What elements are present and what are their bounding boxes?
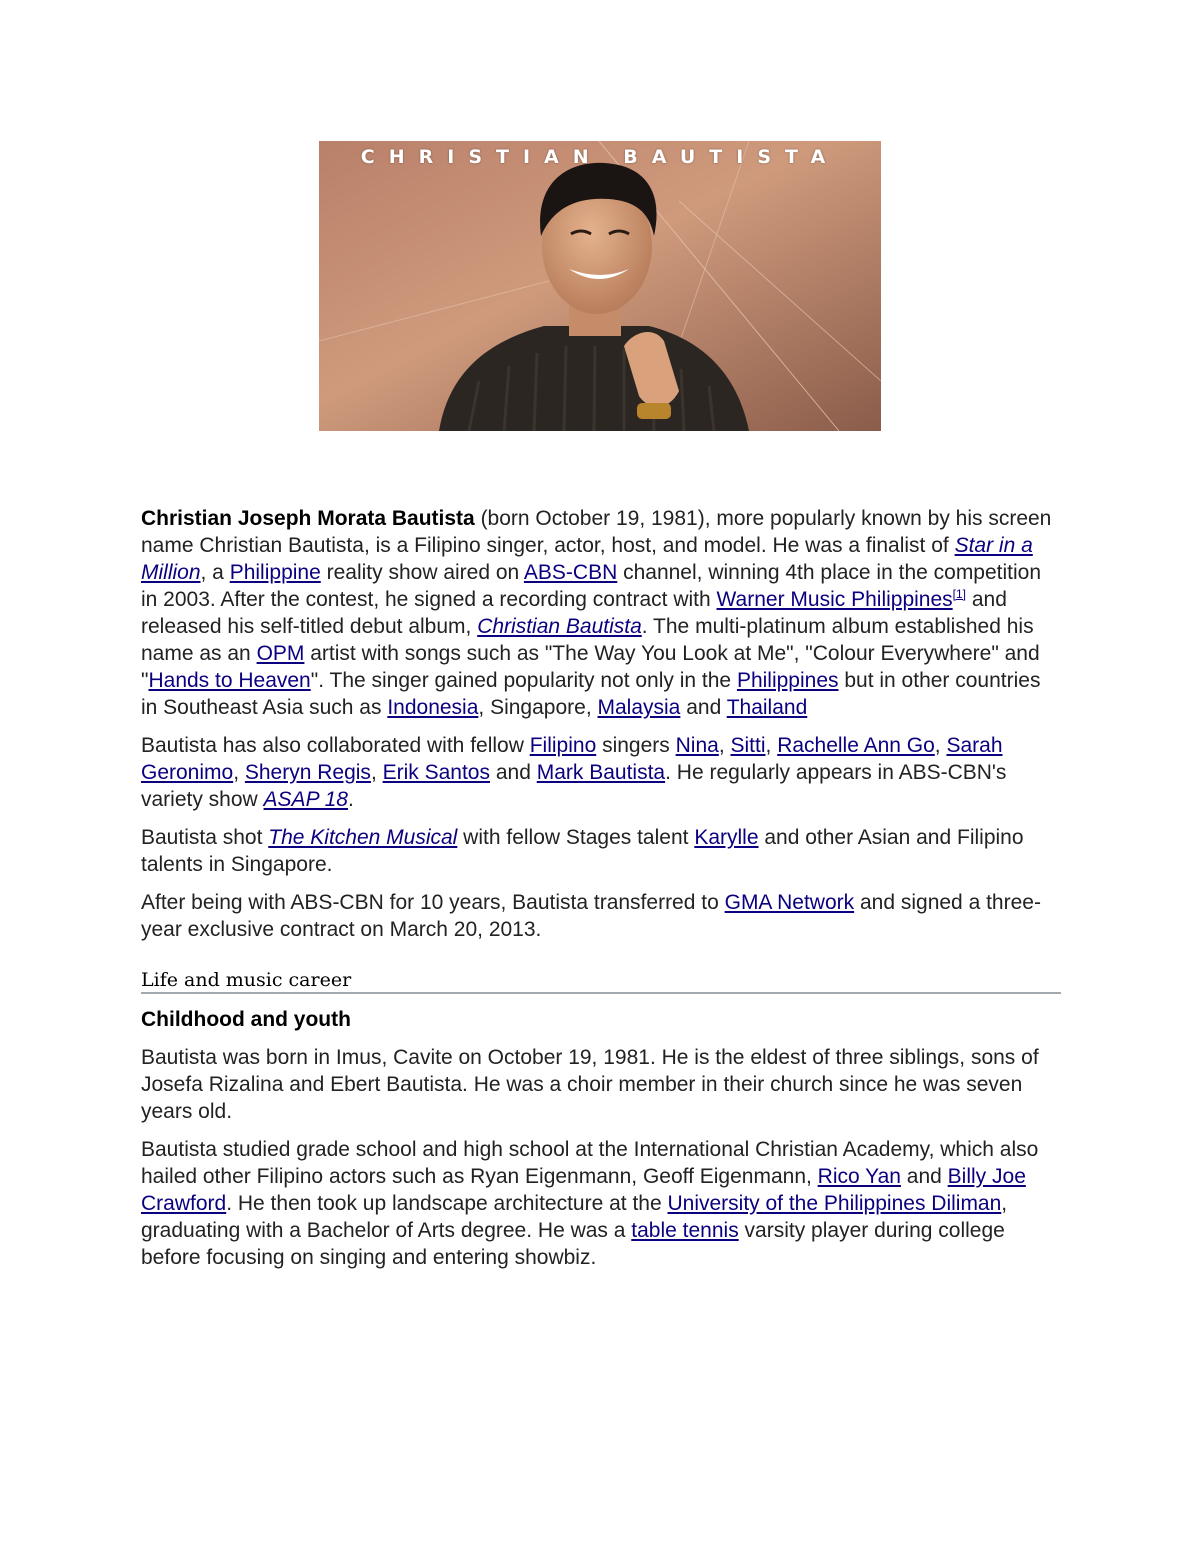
intro-paragraph — [141, 505, 1061, 721]
text-span: , — [934, 734, 947, 757]
text-span: and other Asian and Filipino talents in Singapore. — [141, 826, 1024, 876]
link-table-tennis[interactable]: table tennis — [631, 1219, 739, 1242]
text-span: . The multi-platinum album established his name as an — [141, 615, 1034, 665]
link-star-in-a-million[interactable]: Star in a Million — [141, 534, 1033, 584]
link-nina[interactable]: Nina — [675, 734, 719, 757]
portrait-illustration — [319, 141, 881, 431]
text-span: and signed a three-year exclusive contract on March 20, 2013. — [141, 891, 1041, 941]
link-university-of-the-philippines-diliman[interactable]: University of the Philippines Diliman — [667, 1192, 1002, 1215]
link-asap-18[interactable]: ASAP 18 — [263, 788, 348, 811]
text-span: Bautista was born in Imus, Cavite on October 19, 1981. He is the eldest of three siblings, sons of Josefa Rizalina and Ebert Bautista. He was a choir member in their church since he was seven years old. — [141, 1046, 1039, 1123]
text-span: . — [348, 788, 354, 811]
text-span: and — [900, 1165, 948, 1188]
link-mark-bautista[interactable]: Mark Bautista — [536, 761, 666, 784]
link-the-kitchen-musical[interactable]: The Kitchen Musical — [268, 826, 458, 849]
text-span: ". The singer gained popularity not only in the — [310, 669, 737, 692]
article-body — [141, 505, 1061, 1282]
text-span: After being with ABS-CBN for 10 years, Bautista transferred to — [141, 891, 725, 914]
text-span: and — [490, 761, 537, 784]
section-heading-life-and-music-career: Life and music career — [141, 968, 1061, 994]
education-paragraph — [141, 1136, 1061, 1271]
link-abs-cbn[interactable]: ABS-CBN — [523, 561, 618, 584]
link-hands-to-heaven[interactable]: Hands to Heaven — [148, 669, 311, 692]
link-philippine[interactable]: Philippine — [229, 561, 321, 584]
link-karylle[interactable]: Karylle — [694, 826, 759, 849]
text-span: varsity player during college before focusing on singing and entering showbiz. — [141, 1219, 1005, 1269]
text-span: reality show aired on — [320, 561, 524, 584]
text-span: (born October 19, 1981), more popularly known by his screen name Christian Bautista, is a Filipino singer, actor, host, and model. He was a finalist of — [141, 507, 1052, 557]
link-thailand[interactable]: Thailand — [726, 696, 808, 719]
link-rachelle-ann-go[interactable]: Rachelle Ann Go — [777, 734, 935, 757]
link-sitti[interactable]: Sitti — [730, 734, 766, 757]
subsection-heading-childhood-and-youth: Childhood and youth — [141, 1008, 351, 1031]
link-philippines[interactable]: Philippines — [736, 669, 839, 692]
text-span: , — [718, 734, 731, 757]
link-christian-bautista-album[interactable]: Christian Bautista — [477, 615, 642, 638]
kitchen-musical-paragraph — [141, 824, 1061, 878]
text-span: singers — [596, 734, 676, 757]
text-span: with fellow Stages talent — [457, 826, 695, 849]
text-span: . He then took up landscape architecture at the — [226, 1192, 668, 1215]
text-span: channel, winning 4th place in the competition in 2003. After the contest, he signed a recording contract with — [141, 561, 1042, 611]
album-cover-title: CHRISTIAN BAUTISTA — [360, 146, 840, 168]
link-billy-joe-crawford[interactable]: Billy Joe Crawford — [141, 1165, 1026, 1215]
text-span: , — [233, 761, 245, 784]
text-span: , Singapore, — [478, 696, 598, 719]
link-gma-network[interactable]: GMA Network — [724, 891, 855, 914]
link-filipino[interactable]: Filipino — [529, 734, 597, 757]
text-span: . He regularly appears in ABS-CBN's variety show — [141, 761, 1007, 811]
childhood-paragraph — [141, 1044, 1061, 1125]
citation-1[interactable]: [1] — [952, 587, 966, 601]
link-opm[interactable]: OPM — [256, 642, 305, 665]
text-span: Bautista has also collaborated with fellow — [141, 734, 530, 757]
text-span: , a — [200, 561, 230, 584]
text-span: , — [765, 734, 778, 757]
gma-transfer-paragraph — [141, 889, 1061, 943]
text-span: Bautista studied grade school and high school at the International Christian Academy, which also hailed other Filipino actors such as Ryan Eigenmann, Geoff Eigenmann, — [141, 1138, 1039, 1188]
text-span: but in other countries in Southeast Asia such as — [141, 669, 1041, 719]
text-span: and released his self-titled debut album, — [141, 588, 1007, 638]
collaborations-paragraph — [141, 732, 1061, 813]
link-sarah-geronimo[interactable]: Sarah Geronimo — [141, 734, 1003, 784]
subject-name: Christian Joseph Morata Bautista — [141, 507, 475, 530]
link-indonesia[interactable]: Indonesia — [387, 696, 479, 719]
link-rico-yan[interactable]: Rico Yan — [817, 1165, 901, 1188]
link-malaysia[interactable]: Malaysia — [597, 696, 681, 719]
album-cover-photo — [319, 141, 881, 431]
text-span: Bautista shot — [141, 826, 269, 849]
text-span: , graduating with a Bachelor of Arts degree. He was a — [141, 1192, 1008, 1242]
text-span: , — [370, 761, 383, 784]
link-sheryn-regis[interactable]: Sheryn Regis — [244, 761, 371, 784]
link-erik-santos[interactable]: Erik Santos — [382, 761, 490, 784]
link-warner-music-philippines[interactable]: Warner Music Philippines — [716, 588, 953, 611]
text-span: artist with songs such as "The Way You Look at Me", "Colour Everywhere" and " — [141, 642, 1040, 692]
text-span: and — [680, 696, 727, 719]
